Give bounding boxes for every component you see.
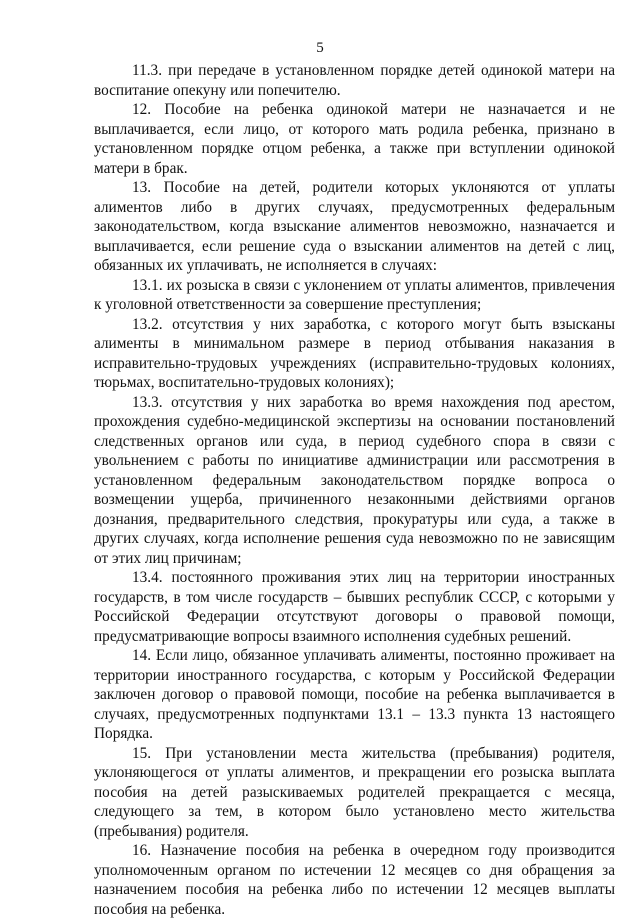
paragraph-12: 12. Пособие на ребенка одинокой матери не назначается и не выплачивается, если лицо, от которого мать родила ребенка, признано в установленном порядке отцом ребенка, а также при вступлении одинокой матери в брак. [94,101,615,177]
paragraph-16: 16. Назначение пособия на ребенка в очередном году производится уполномоченным органом по истечении 12 месяцев со дня обращения за назначением пособия на ребенка либо по истечении 12 месяцев выплаты пособия на ребенка. [94,842,615,918]
paragraph-13-3: 13.3. отсутствия у них заработка во время нахождения под арестом, прохождения судебно-медицинской экспертизы на основании постановлений следственных органов или суда, в период судебного спора в связи с увольнением с работы по инициативе администрации или рассмотрения в установленном федеральным законодательством порядке вопроса о возмещении ущерба, причиненного незаконными действиями органов дознания, предварительного следствия, прокуратуры или суда, а также в других случаях, когда исполнение решения суда невозможно по не зависящим от этих лиц причинам; [94,393,615,567]
paragraph-13: 13. Пособие на детей, родители которых уклоняются от уплаты алиментов либо в других случаях, предусмотренных федеральным законодательством, когда взыскание алиментов невозможно, назначается и выплачивается, если решение суда о взыскании алиментов на детей с лиц, обязанных их уплачивать, не исполняется в случаях: [94,179,615,274]
document-body [94,61,615,919]
paragraph-13-2: 13.2. отсутствия у них заработка, с которого могут быть взысканы алименты в минимальном размере в период отбывания наказания в исправительно-трудовых учреждениях (исправительно-трудовых колониях, тюрьмах, воспитательно-трудовых колониях); [94,315,615,391]
paragraph-14: 14. Если лицо, обязанное уплачивать алименты, постоянно проживает на территории иностранного государства, с которым у Российской Федерации заключен договор о правовой помощи, пособие на ребенка выплачивается в случаях, предусмотренных подпунктами 13.1 – 13.3 пункта 13 настоящего Порядка. [94,647,615,742]
page-number: 5 [316,40,324,56]
paragraph-11-3: 11.3. при передаче в установленном порядке детей одинокой матери на воспитание опекуну или попечителю. [94,62,615,99]
paragraph-15: 15. При установлении места жительства (пребывания) родителя, уклоняющегося от уплаты алиментов, и прекращении его розыска выплата пособия на детей разыскиваемых родителей прекращается с месяца, следующего за тем, в котором было установлено место жительства (пребывания) родителя. [94,744,615,840]
paragraph-13-4: 13.4. постоянного проживания этих лиц на территории иностранных государств, в том числе государств – бывших республик СССР, с которыми у Российской Федерации отсутствуют договоры о правовой помощи, предусматривающие вопросы взаимного исполнения судебных решений. [94,569,615,645]
paragraph-13-1: 13.1. их розыска в связи с уклонением от уплаты алиментов, привлечения к уголовной ответственности за совершение преступления; [94,276,615,313]
